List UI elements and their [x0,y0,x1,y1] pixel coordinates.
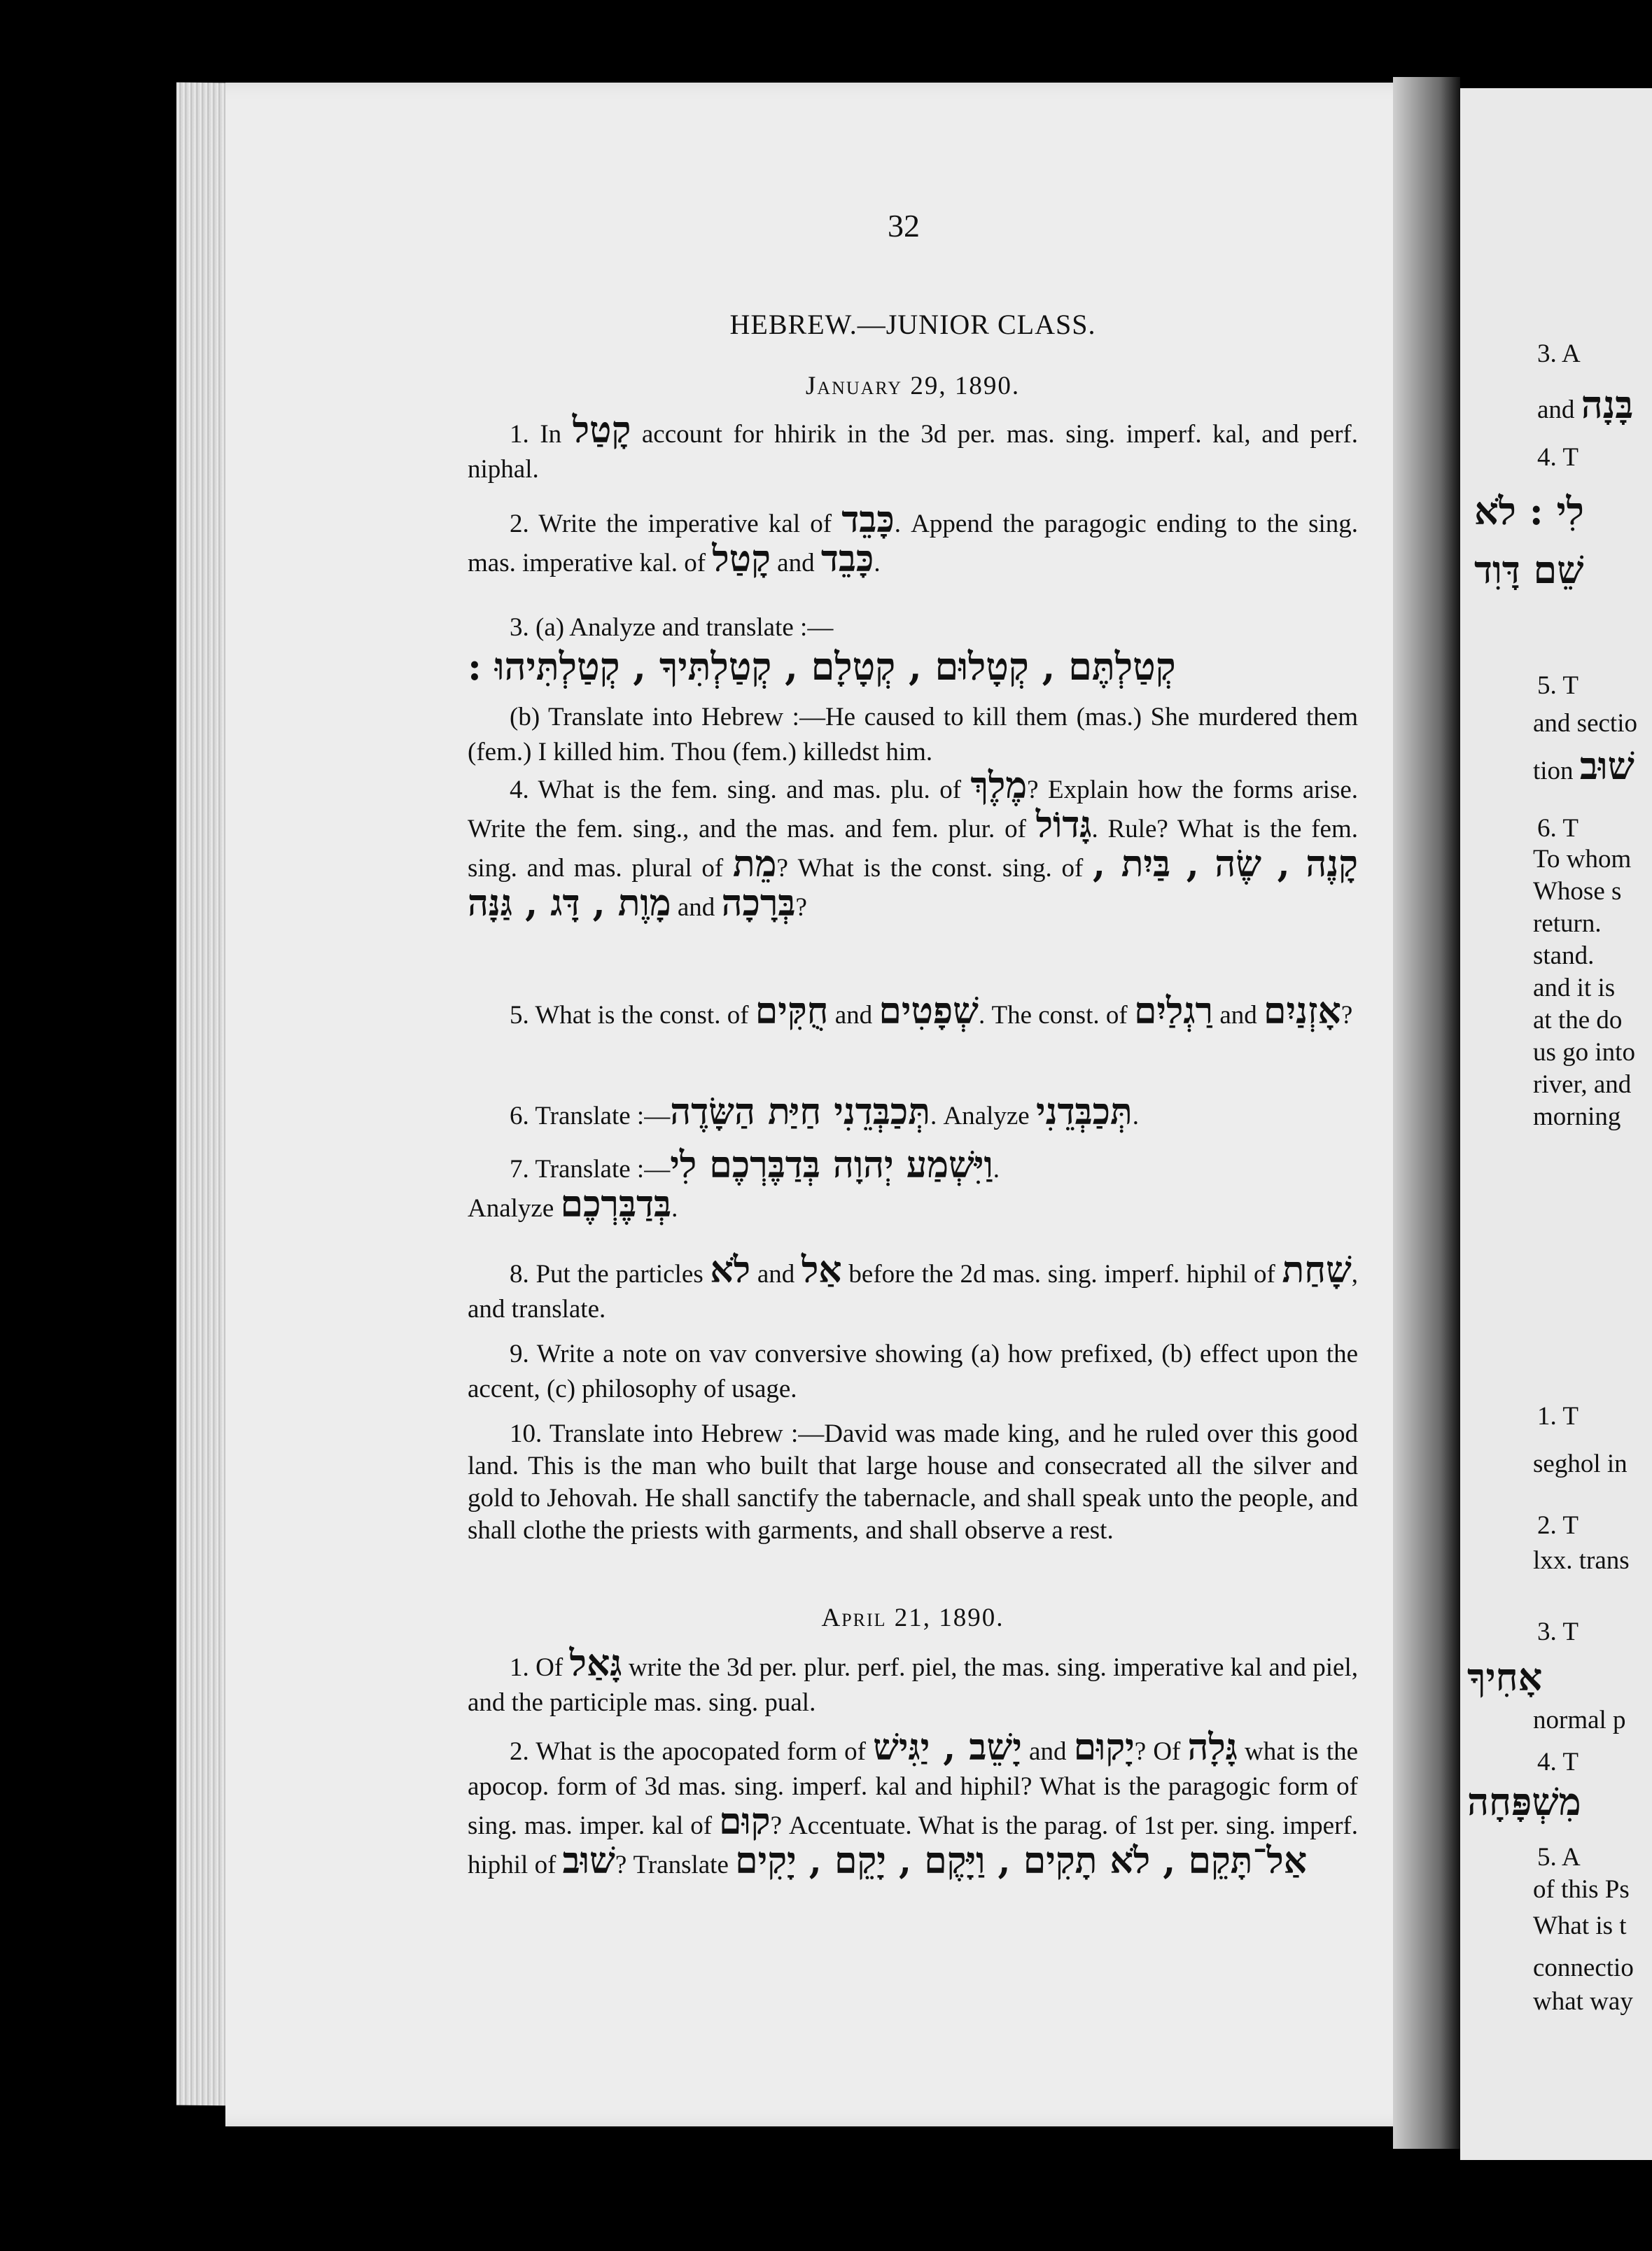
facing-page-text: return. [1533,909,1602,938]
facing-page-text: what way [1533,1987,1633,2016]
facing-page-text: 4. T [1537,443,1578,472]
facing-page [1460,88,1652,2160]
book-gutter [1393,77,1460,2149]
question-5: 5. What is the const. of חֻקִּים and שְׁפָטִים. The const. of רַגְלַיִם and אָזְנַיִם? [510,990,1353,1032]
question-3-hebrew: קְטַלְתֶּם , קְטָלוּם , קְטָלָם , קְטַלְתִּיךָ , קְטַלְתִּיהוּ : [468,644,1176,689]
facing-page-hebrew: מִשְׁפָּחָה [1467,1779,1581,1824]
facing-page-text: and sectio [1533,709,1637,738]
question-7: 7. Translate :—וַיִּשְׁמַע יְהוָה בְּדַבֶּרְכֶם לִי. Analyze בְּדַבֶּרְכֶם. [468,1144,1000,1226]
facing-page-hebrew: שֵׁם דָּוִד [1474,547,1584,592]
facing-page-text: seghol in [1533,1450,1628,1478]
facing-page-text: stand. [1533,941,1595,970]
facing-page-text: 5. T [1537,671,1578,700]
question-6: 6. Translate :—תְּכַבְּדֵנִי חַיַּת הַשָּׂדֶה. Analyze תְּכַבְּדֵנִי. [510,1091,1139,1133]
question-1: 1. In קָטַל account for hhirik in the 3d per. mas. sing. imperf. kal, and perf. niphal. [468,409,1359,484]
facing-page-text: river, and [1533,1070,1632,1099]
question-9: 9. Write a note on vav conversive showing (a) how prefixed, (b) effect upon the accent, (c) philosophy of usage. [468,1340,1358,1403]
facing-page-text: morning [1533,1102,1621,1131]
question-2: 2. What is the apocopated form of יָשֵׁב , יַגִּישׁ and יָקוּם? Of גָּלָה what is the apocop. form of 3d mas. sing. imperf. kal and hiphil? What is the paragogic form of sing. mas. imper. kal of קוּם? Accentuate. What is the parag. of 1st per. sing. imperf. hiphil of שׁוּב? Translate אַל־תָּקֵם , לֹא תָקִים , וַיָּקֶם , יָקֵם , יָקִים [468,1726,1359,1882]
facing-page-text: and בָּנָה [1537,382,1634,427]
facing-page-text: 6. T [1537,814,1578,843]
facing-page-text: of this Ps [1533,1875,1630,1904]
facing-page-text: To whom [1533,845,1632,874]
facing-page-text: tion שׁוּב [1533,743,1634,788]
page-title: HEBREW.—JUNIOR CLASS. [729,309,1096,340]
facing-page-text: 1. T [1537,1402,1578,1431]
question-3b: (b) Translate into Hebrew :—He caused to kill them (mas.) She murdered them (fem.) I killed him. Thou (fem.) killedst him. [468,703,1358,766]
facing-page-text: connectio [1533,1954,1634,1982]
question-3: 3. (a) Analyze and translate :— [510,613,834,642]
facing-page-text: What is t [1533,1912,1627,1940]
facing-page-text: 3. T [1537,1618,1578,1646]
facing-page-text: and it is [1533,974,1616,1002]
question-2: 2. Write the imperative kal of כָּבֵד. Append the paragogic ending to the sing. mas. imperative kal. of קָטַל and כָּבֵד. [468,498,1359,580]
facing-page-text: lxx. trans [1533,1546,1630,1575]
question-4: 4. What is the fem. sing. and mas. plu. of מֶלֶךְ? Explain how the forms arise. Write the fem. sing., and the mas. and fem. plur. of גָּדוֹל. Rule? What is the fem. sing. and mas. plural of מֵת? What is the const. sing. of קָנֶה , שֶׂה , בַּיִת , מָוֶת , דָּג , גַּנָּה and בְּרָכָה? [468,764,1359,925]
facing-page-text: 5. A [1537,1843,1581,1872]
question-8: 8. Put the particles לֹא and אַל before the 2d mas. sing. imperf. hiphil of שָׁחַת, and translate. [468,1249,1359,1324]
facing-page-text: us go into [1533,1038,1635,1067]
facing-page-text: 2. T [1537,1511,1578,1540]
page-number: 32 [888,208,920,244]
facing-page-text: at the do [1533,1006,1623,1035]
facing-page-hebrew: לִי : לֹא [1474,489,1584,533]
facing-page-text: normal p [1533,1706,1626,1734]
facing-page-hebrew: אָחִיךָ [1467,1655,1543,1699]
exam-date: January 29, 1890. [805,372,1021,400]
facing-page-text: 3. A [1537,339,1581,368]
facing-page-text: Whose s [1533,877,1622,906]
question-10: 10. Translate into Hebrew :—David was made king, and he ruled over this good land. This is the man who built that large house and consecrated all the silver and gold to Jehovah. He shall sanctify the tabernacle, and shall speak unto the people, and shall clothe the priests with garments, and shall observe a rest. [468,1419,1358,1545]
question-1: 1. Of גָּאַל write the 3d per. plur. perf. piel, the mas. sing. imperative kal and piel, and the participle mas. sing. pual. [468,1642,1358,1717]
facing-page-text: 4. T [1537,1748,1578,1776]
exam-date: April 21, 1890. [821,1604,1004,1632]
